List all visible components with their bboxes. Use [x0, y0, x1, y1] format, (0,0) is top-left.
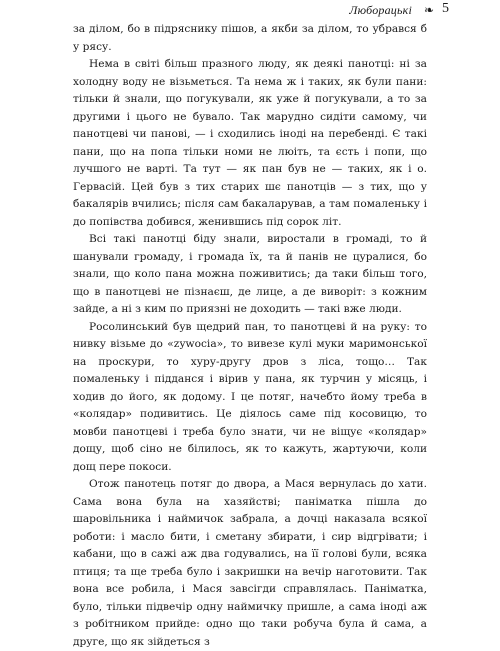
- paragraph: Нема в світі більш празного люду, як деякі панотці: ні за холодну воду не візьметься. Та нема ж і таких, як були пани: тільки й знали, що погукували, як уже й погукували, а то за другими і цього не бувало. Так марудно сидіти самому, чи панотцеві чи панові, — і сходились іноді на перебенді. Є такі пани, що на попа тільки номи не люіть, та єсть і попи, що лучшого не варті. Та тут — як пан був не — таких, як і о. Гервасій. Цей був з тих старих шє панотців — з тих, що у бакалярів вчились; після сам бакаларував, а там помаленьку і до попівства добився, женившись під сорок літ.: [73, 58, 427, 228]
- fleuron-icon: ❧: [424, 3, 435, 17]
- paragraph: Росолинський був щедрий пан, то панотцеві й на руку: то нивку візьме до «zуwocia», то вивезе кулі муки маримонської на проскури, то хуру-другу дров з ліса, тощо… Так помаленьку і підданся і вірив у пана, як турчин у місяць, і ходив до його, як додому. І це потяг, начебто йому треба в «колядар» подивитись. Це діялось саме під косовицю, то мовби панотцеві і треба було знати, чи не віщує «колядар» дощу, щоб сіно не білилось, як то кажуть, жартуючи, коли дощ пере покоси.: [73, 320, 427, 473]
- body-text: [73, 21, 427, 651]
- page-number: 5: [442, 1, 449, 16]
- running-title: Люборацькі: [349, 3, 412, 17]
- paragraph: Отож панотець потяг до двора, а Мася вернулась до хати. Сама вона була на хазяйстві; паніматка пішла до шаровільника і наймичок забрала, а дочці наказала всякої роботи: і масло бити, і сметану збирати, і сир відгрівати; і кабани, що в сажі аж два годувались, на її голові були, всяка птиця; та ще треба було і закришки на вечір наготовити. Так вона все робила, і Мася завсігди справлялась. Паніматка, було, тільки підвечір одну наймичку пришле, а сама іноді аж з робітником прийде: одно що таки робуча була й сама, а друге, що як зійдеться з: [73, 478, 427, 648]
- paragraph-continuation: за ділом, бо в підряснику пішов, а якби за ділом, то убрався б у рясу.: [73, 23, 427, 53]
- paragraph: Всі такі панотці біду знали, виростали в громаді, то й шанували громаду, і громада їх, та й панів не цуралися, бо знали, що коло пана можна поживитись; да таки більш того, що в панотцеві не пізнаєш, де лице, а де виворіт: з кожним зайде, а ні з ким по приязні не доходить — такі вже люди.: [73, 233, 427, 315]
